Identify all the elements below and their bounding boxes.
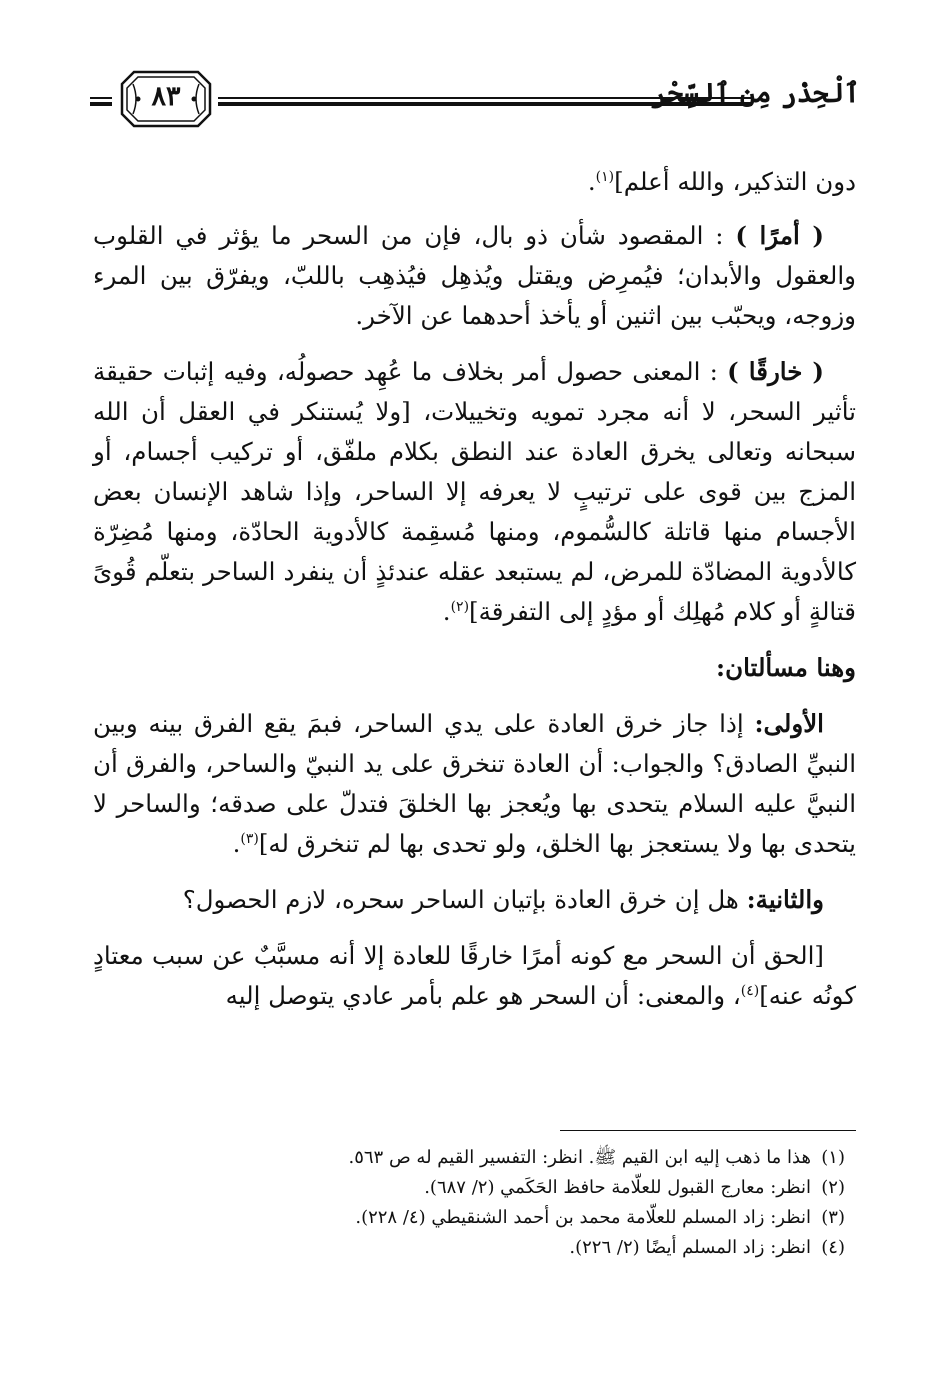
footnotes bbox=[93, 1143, 845, 1263]
header-rule-end bbox=[90, 97, 112, 106]
footnote: (٣)انظر: زاد المسلم للعلّامة محمد بن أحمد الشنقيطي (٤/ ٢٢٨). bbox=[93, 1203, 845, 1233]
paragraph: [الحق أن السحر مع كونه أمرًا خارقًا للعادة إلا أنه مسبَّبٌ عن سبب معتادٍ كونُه عنه]$^{(٤)}$، والمعنى: أن السحر هو علم بأمر عادي يتوصل إليه bbox=[93, 941, 856, 1010]
footnote: (٤)انظر: زاد المسلم أيضًا (٢/ ٢٢٦). bbox=[93, 1233, 845, 1263]
defined-term: ( خارقًا ) bbox=[727, 357, 824, 386]
footnote-ref[interactable]: (٢) bbox=[450, 598, 470, 615]
header-rule bbox=[218, 97, 752, 106]
paragraph: الأولى: إذا جاز خرق العادة على يدي الساحر، فبمَ يقع الفرق بينه وبين النبيِّ الصادق؟ والجواب: أن العادة تنخرق على يد النبيّ والساحر، والفرق أن النبيَّ عليه السلام يتحدى بها ويُعجز بها الخلقَ فتدلّ على صدقه؛ والساحر لا يتحدى بها ولا يستعجز بها الخلق، ولو تحدى بها لم تنخرق له]$^{(٣)}$. bbox=[93, 709, 856, 858]
footnote-separator bbox=[560, 1130, 856, 1131]
footnote-number: (١) bbox=[821, 1147, 845, 1168]
footnote-number: (٢) bbox=[821, 1177, 845, 1198]
defined-term: الأولى: bbox=[754, 709, 824, 738]
running-title: ٱلْحِذْر مِن ٱلسِّحْر bbox=[651, 78, 860, 109]
page-header bbox=[80, 70, 860, 128]
main-text bbox=[93, 162, 856, 1032]
footnote: (٢)انظر: معارج القبول للعلّامة حافظ الحَكَمي (٢/ ٦٨٧). bbox=[93, 1173, 845, 1203]
footnote-number: (٤) bbox=[821, 1237, 845, 1258]
defined-term: والثانية: bbox=[746, 885, 824, 914]
paragraph: ( أمرًا ) : المقصود شأن ذو بال، فإن من السحر ما يؤثر في القلوب والعقول والأبدان؛ فيُمرِض ويقتل ويُذهِل فيُذهِب باللبّ، ويفرّق بين المرء وزوجه، ويحبّب بين اثنين أو يأخذ أحدهما عن الآخر. bbox=[93, 221, 856, 330]
footnote-ref[interactable]: (١) bbox=[595, 168, 615, 185]
footnote: (١)هذا ما ذهب إليه ابن القيم ﷺ. انظر: التفسير القيم له ص ٥٦٣. bbox=[93, 1143, 845, 1173]
paragraph: والثانية: هل إن خرق العادة بإتيان الساحر سحره، لازم الحصول؟ bbox=[182, 885, 824, 914]
footnote-ref[interactable]: (٣) bbox=[240, 830, 259, 847]
paragraph: دون التذكير، والله أعلم]$^{(١)}$. bbox=[587, 167, 856, 196]
paragraph: ( خارقًا ) : المعنى حصول أمر بخلاف ما عُهِد حصولُه، وفيه إثبات حقيقة تأثير السحر، لا أنه مجرد تمويه وتخييلات، [ولا يُستنكر في العقل أن الله سبحانه وتعالى يخرق العادة عند النطق بكلام ملفّق، أو تركيب أجسام، أو المزج بين قوى على ترتيبٍ لا يعرفه إلا الساحر، وإذا شاهد الإنسان بعض الأجسام منها قاتلة كالسُّموم، ومنها مُسقِمة كالأدوية الحادّة، ومنها مُضِرّة كالأدوية المضادّة للمرض، لم يستبعد عقله عندئذٍ أن ينفرد الساحر بتعلّم قُوىً قتالةٍ أو كلام مُهلِك أو مؤدٍ إلى التفرقة]$^{(٢)}$. bbox=[93, 357, 856, 626]
page-number: ٨٣ bbox=[151, 81, 181, 112]
footnote-number: (٣) bbox=[821, 1207, 845, 1228]
footnote-ref[interactable]: (٤) bbox=[740, 982, 760, 999]
page-number-frame bbox=[120, 70, 212, 128]
section-heading: وهنا مسألتان: bbox=[716, 653, 856, 682]
defined-term: ( أمرًا ) bbox=[735, 221, 824, 250]
